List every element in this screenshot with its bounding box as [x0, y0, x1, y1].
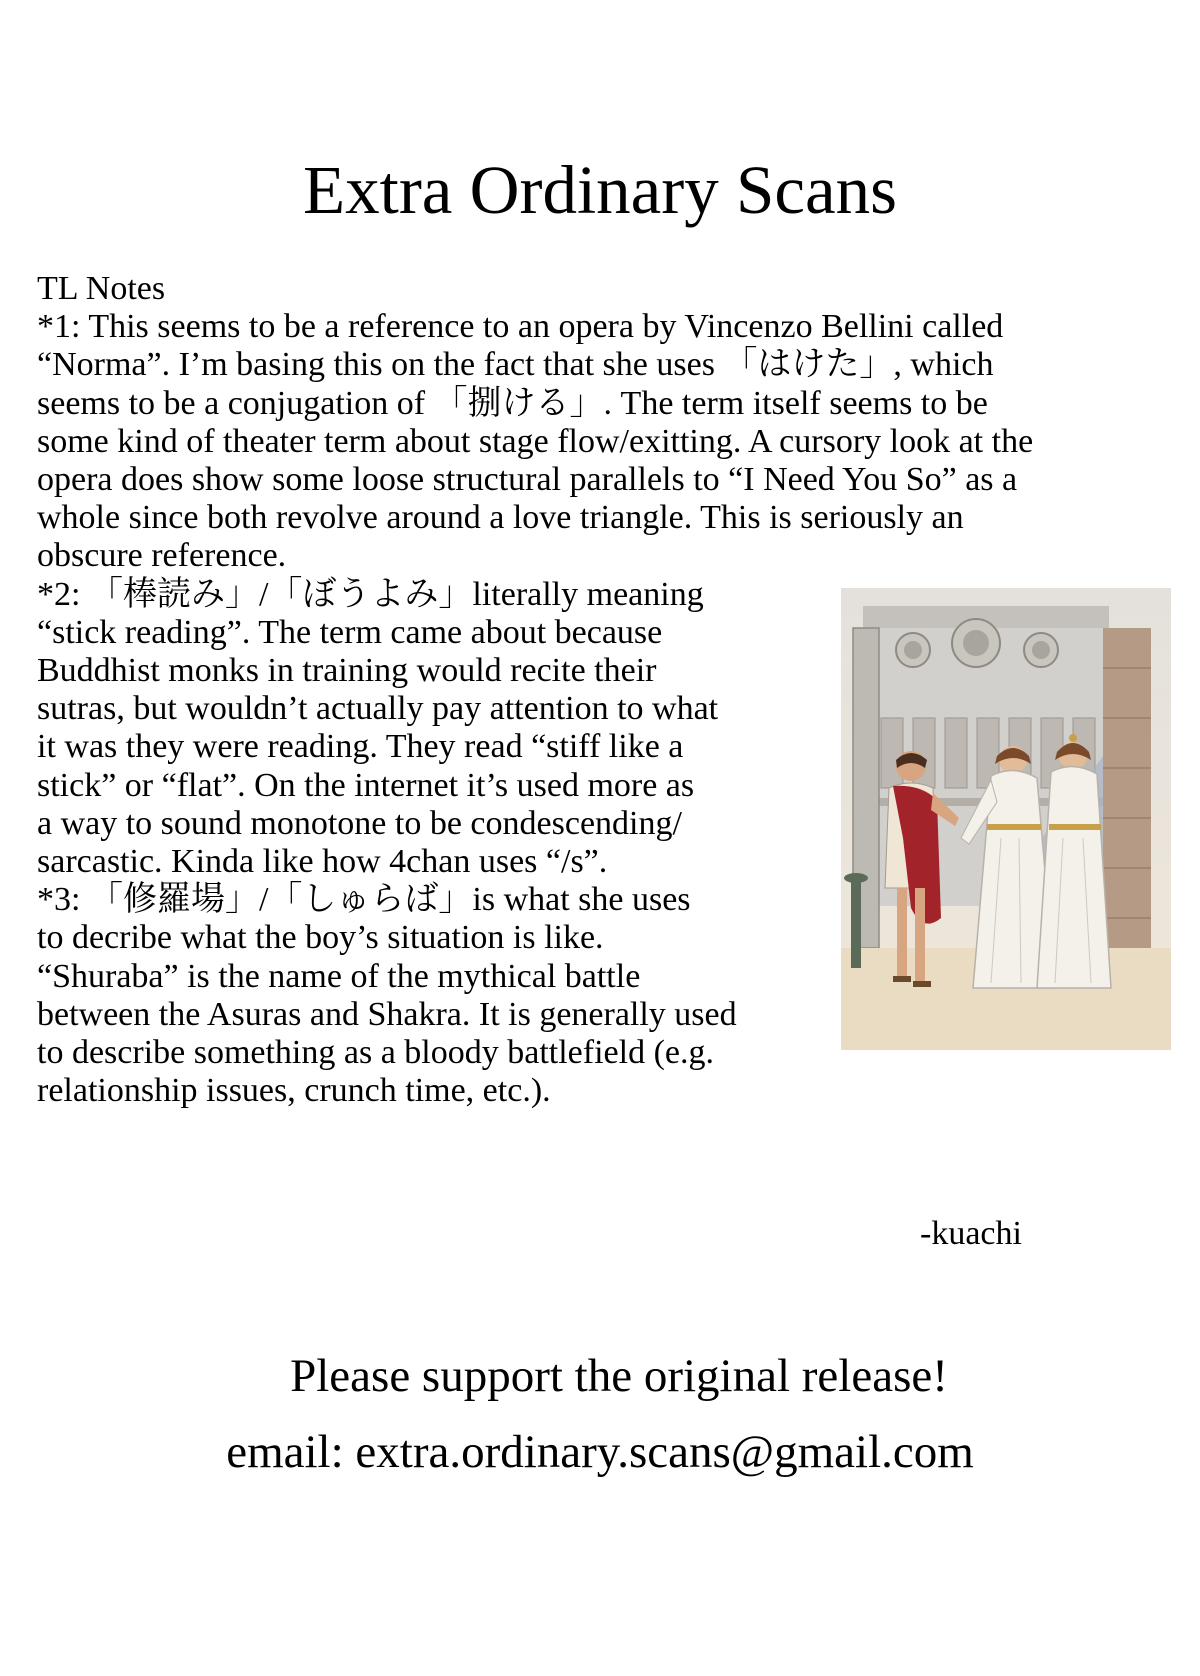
note-line: sutras, but wouldn’t actually pay attention to what [37, 690, 719, 728]
contact-email: email: extra.ordinary.scans@gmail.com [226, 1426, 974, 1478]
note-line: to describe something as a bloody battlefield (e.g. [37, 1034, 714, 1072]
note-line: between the Asuras and Shakra. It is generally used [37, 995, 737, 1033]
note-line: some kind of theater term about stage flow/exitting. A cursory look at the [37, 422, 1034, 460]
note-line: *3: 「修羅場」/「しゅらば」is what she uses [37, 881, 691, 919]
note-line: whole since both revolve around a love triangle. This is seriously an [37, 499, 964, 537]
note-line: stick” or “flat”. On the internet it’s used more as [37, 766, 695, 804]
notes-heading: TL Notes [37, 270, 166, 307]
note-line: to decribe what the boy’s situation is like. [37, 919, 604, 957]
note-line: “Shuraba” is the name of the mythical battle [37, 957, 641, 995]
note-line: obscure reference. [37, 537, 287, 575]
note-line: “stick reading”. The term came about because [37, 613, 663, 651]
note-line: *2: 「棒読み」/「ぼうよみ」literally meaning [37, 575, 704, 613]
note-line: sarcastic. Kinda like how 4chan uses “/s”. [37, 843, 608, 881]
page-title: Extra Ordinary Scans [303, 152, 897, 228]
support-message: Please support the original release! [290, 1350, 948, 1402]
note-line: relationship issues, crunch time, etc.). [37, 1072, 551, 1110]
note-line: opera does show some loose structural parallels to “I Need You So” as a [37, 461, 1018, 499]
note-line: *1: This seems to be a reference to an opera by Vincenzo Bellini called [37, 308, 1004, 346]
note-line: a way to sound monotone to be condescending/ [37, 804, 682, 842]
note-line: seems to be a conjugation of 「捌ける」. The term itself seems to be [37, 384, 988, 422]
opera-illustration [841, 588, 1171, 1050]
signature: -kuachi [920, 1215, 1022, 1252]
note-line: Buddhist monks in training would recite their [37, 652, 657, 690]
note-line: it was they were reading. They read “stiff like a [37, 728, 684, 766]
note-line: “Norma”. I’m basing this on the fact that she uses 「はけた」, which [37, 346, 994, 384]
